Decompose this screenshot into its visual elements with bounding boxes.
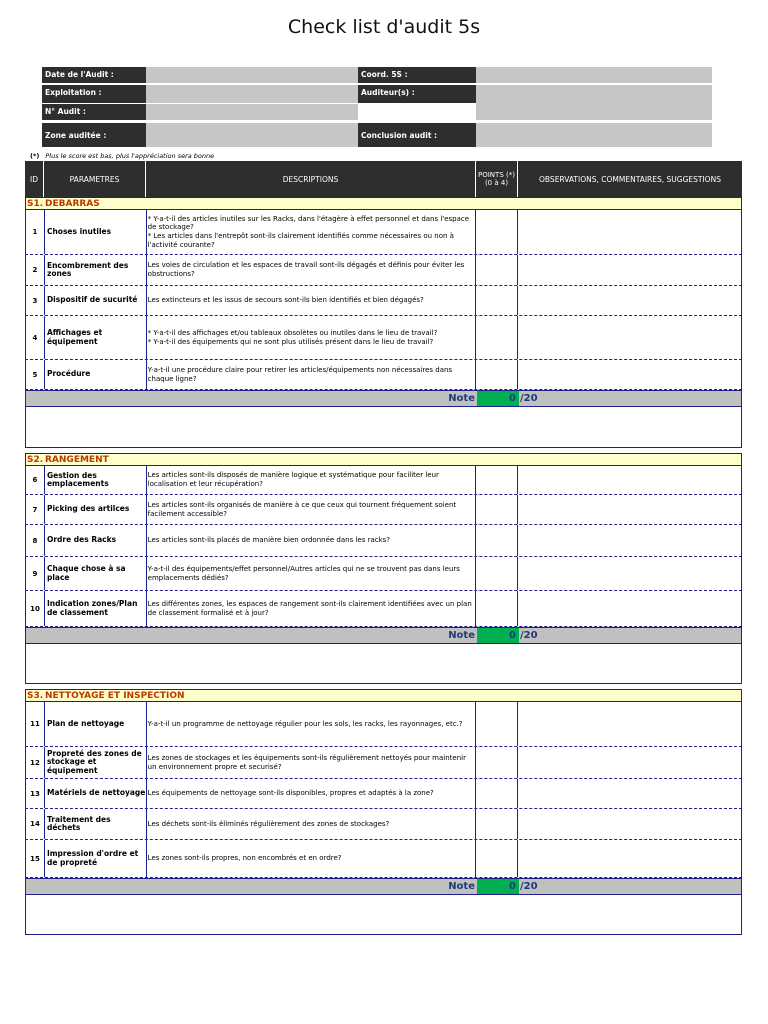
- table-row: [25, 747, 742, 779]
- date-label: Date de l'Audit :: [42, 67, 146, 83]
- points-input[interactable]: [476, 286, 518, 315]
- observations-input[interactable]: [518, 840, 741, 877]
- item-id: 7: [26, 495, 45, 524]
- item-param: Gestion des emplacements: [45, 466, 147, 494]
- item-id: 2: [26, 255, 45, 285]
- observations-input[interactable]: [518, 779, 741, 808]
- item-id: 4: [26, 316, 45, 359]
- item-id: 10: [26, 591, 45, 626]
- conclusion-field[interactable]: [476, 123, 712, 147]
- item-id: 1: [26, 210, 45, 254]
- item-id: 14: [26, 809, 45, 839]
- section-name: NETTOYAGE ET INSPECTION: [45, 690, 185, 701]
- points-input[interactable]: [476, 747, 518, 778]
- footnote-text: Plus le score est bas, plus l'appréciation sera bonne: [45, 152, 215, 160]
- item-param: Dispositif de sucurité: [45, 286, 147, 315]
- comment-area[interactable]: [25, 407, 742, 448]
- section-id: S3.: [27, 690, 44, 701]
- observations-input[interactable]: [518, 495, 741, 524]
- note-row: [25, 390, 742, 407]
- item-param: Ordre des Racks: [45, 525, 147, 556]
- item-desc: * Y-a-t-il des articles inutiles sur les Racks, dans l'étagère à effet personnel et dans l'espace de stockage? * Les articles dans l'entrepôt sont-ils clairement identifiés comme nécessaires ou non à l'activité courante?: [147, 210, 476, 254]
- points-input[interactable]: [476, 591, 518, 626]
- points-input[interactable]: [476, 525, 518, 556]
- observations-input[interactable]: [518, 255, 741, 285]
- date-field[interactable]: [146, 67, 358, 83]
- col-points: POINTS (*) (0 à 4): [476, 161, 518, 197]
- section-id: S2.: [27, 454, 44, 465]
- item-param: Indication zones/Plan de classement: [45, 591, 147, 626]
- observations-input[interactable]: [518, 360, 741, 389]
- table-header: [25, 161, 742, 197]
- section-header: [25, 453, 742, 466]
- item-desc: Les articles sont-ils organisés de manière à ce que ceux qui tournent fréquement soient facilement accessible?: [147, 495, 476, 524]
- zone-field[interactable]: [146, 123, 358, 147]
- points-input[interactable]: [476, 809, 518, 839]
- section-id: S1.: [27, 198, 44, 209]
- item-desc: * Y-a-t-il des affichages et/ou tableaux obsolètes ou inutiles dans le lieu de travail? * Y-a-t-il des équipements qui ne sont plus utilisés présent dans le lieu de travail?: [147, 316, 476, 359]
- points-input[interactable]: [476, 702, 518, 746]
- col-obs: OBSERVATIONS, COMMENTAIRES, SUGGESTIONS: [539, 174, 721, 184]
- table-row: [25, 316, 742, 360]
- table-row: [25, 840, 742, 878]
- item-desc: Les équipements de nettoyage sont-ils disponibles, propres et adaptés à la zone?: [147, 779, 476, 808]
- num-audit-field[interactable]: [146, 104, 358, 120]
- table-row: [25, 286, 742, 316]
- section-header: [25, 197, 742, 210]
- observations-input[interactable]: [518, 525, 741, 556]
- conclusion-label: Conclusion audit :: [358, 123, 476, 147]
- table-row: [25, 360, 742, 390]
- item-param: Procédure: [45, 360, 147, 389]
- comment-area[interactable]: [25, 895, 742, 935]
- table-row: [25, 466, 742, 495]
- item-desc: Y-a-t-il une procédure claire pour retirer les articles/équipements non nécessaires dans chaque ligne?: [147, 360, 476, 389]
- points-input[interactable]: [476, 210, 518, 254]
- observations-input[interactable]: [518, 286, 741, 315]
- col-param: PARAMETRES: [44, 161, 146, 197]
- table-row: [25, 255, 742, 286]
- auditeurs-label: Auditeur(s) :: [358, 85, 476, 103]
- note-max: /20: [520, 630, 538, 641]
- note-label: Note: [448, 630, 475, 641]
- exploitation-field[interactable]: [146, 85, 358, 103]
- section-name: RANGEMENT: [45, 454, 109, 465]
- item-param: Affichages et équipement: [45, 316, 147, 359]
- item-desc: Les articles sont-ils disposés de manière logique et systématique pour faciliter leur localisation et leur récupération?: [147, 466, 476, 494]
- item-id: 9: [26, 557, 45, 590]
- item-param: Picking des artilces: [45, 495, 147, 524]
- table-row: [25, 591, 742, 627]
- points-input[interactable]: [476, 495, 518, 524]
- item-id: 13: [26, 779, 45, 808]
- table-row: [25, 809, 742, 840]
- observations-input[interactable]: [518, 809, 741, 839]
- checklist-table: [25, 161, 742, 935]
- num-audit-label: N° Audit :: [42, 104, 146, 120]
- note-label: Note: [448, 393, 475, 404]
- item-param: Plan de nettoyage: [45, 702, 147, 746]
- item-param: Chaque chose à sa place: [45, 557, 147, 590]
- note-score: 0: [477, 628, 519, 643]
- item-desc: Les déchets sont-ils éliminés régulièrement des zones de stockages?: [147, 809, 476, 839]
- col-id: ID: [25, 161, 44, 197]
- footnote-mark: (*): [30, 152, 40, 160]
- section-header: [25, 689, 742, 702]
- coord-label: Coord. 5S :: [358, 67, 476, 83]
- points-input[interactable]: [476, 840, 518, 877]
- points-input[interactable]: [476, 255, 518, 285]
- item-param: Traitement des déchets: [45, 809, 147, 839]
- auditeurs-field[interactable]: [476, 85, 712, 120]
- note-score: 0: [477, 391, 519, 406]
- points-input[interactable]: [476, 557, 518, 590]
- item-desc: Les différentes zones, les espaces de rangement sont-ils clairement identifiées avec un plan de classement formalisé et à jour?: [147, 591, 476, 626]
- item-id: 12: [26, 747, 45, 778]
- note-max: /20: [520, 881, 538, 892]
- item-param: Choses inutiles: [45, 210, 147, 254]
- section-name: DEBARRAS: [45, 198, 100, 209]
- note-row: [25, 878, 742, 895]
- item-param: Encombrement des zones: [45, 255, 147, 285]
- points-input[interactable]: [476, 779, 518, 808]
- item-desc: Les voies de circulation et les espaces de travail sont-ils dégagés et définis pour éviter les obstructions?: [147, 255, 476, 285]
- item-desc: Les zones sont-ils propres, non encombrés et en ordre?: [147, 840, 476, 877]
- item-id: 3: [26, 286, 45, 315]
- item-id: 5: [26, 360, 45, 389]
- item-desc: Les extincteurs et les issus de secours sont-ils bien identifiés et bien dégagés?: [147, 286, 476, 315]
- coord-field[interactable]: [476, 67, 712, 83]
- observations-input[interactable]: [518, 210, 741, 254]
- zone-label: Zone auditée :: [42, 123, 146, 147]
- item-param: Propreté des zones de stockage et équipement: [45, 747, 147, 778]
- observations-input[interactable]: [518, 747, 741, 778]
- observations-input[interactable]: [518, 466, 741, 494]
- points-input[interactable]: [476, 316, 518, 359]
- table-row: [25, 495, 742, 525]
- item-id: 8: [26, 525, 45, 556]
- comment-area[interactable]: [25, 644, 742, 684]
- item-desc: Y-a-t-il un programme de nettoyage régulier pour les sols, les racks, les rayonnages, etc.?: [147, 702, 476, 746]
- page-title: Check list d'audit 5s: [287, 16, 481, 38]
- item-desc: Les zones de stockages et les équipements sont-ils régulièrement nettoyés pour maintenir un environnement propre et securisé?: [147, 747, 476, 778]
- item-param: Matériels de nettoyage: [45, 779, 147, 808]
- observations-input[interactable]: [518, 316, 741, 359]
- note-score: 0: [477, 879, 519, 894]
- col-desc: DESCRIPTIONS: [146, 161, 476, 197]
- item-desc: Y-a-t-il des équipements/effet personnel/Autres articles qui ne se trouvent pas dans leurs emplacements dédiés?: [147, 557, 476, 590]
- exploitation-label: Exploitation :: [42, 85, 146, 103]
- note-row: [25, 627, 742, 644]
- points-input[interactable]: [476, 360, 518, 389]
- table-row: [25, 702, 742, 747]
- table-row: [25, 779, 742, 809]
- observations-input[interactable]: [518, 702, 741, 746]
- item-id: 11: [26, 702, 45, 746]
- item-param: Impression d'ordre et de propreté: [45, 840, 147, 877]
- points-input[interactable]: [476, 466, 518, 494]
- observations-input[interactable]: [518, 591, 741, 626]
- item-desc: Les articles sont-ils placés de manière bien ordonnée dans les racks?: [147, 525, 476, 556]
- item-id: 15: [26, 840, 45, 877]
- table-row: [25, 210, 742, 255]
- footnote: [30, 152, 214, 160]
- item-id: 6: [26, 466, 45, 494]
- note-label: Note: [448, 881, 475, 892]
- table-row: [25, 557, 742, 591]
- observations-input[interactable]: [518, 557, 741, 590]
- table-row: [25, 525, 742, 557]
- note-max: /20: [520, 393, 538, 404]
